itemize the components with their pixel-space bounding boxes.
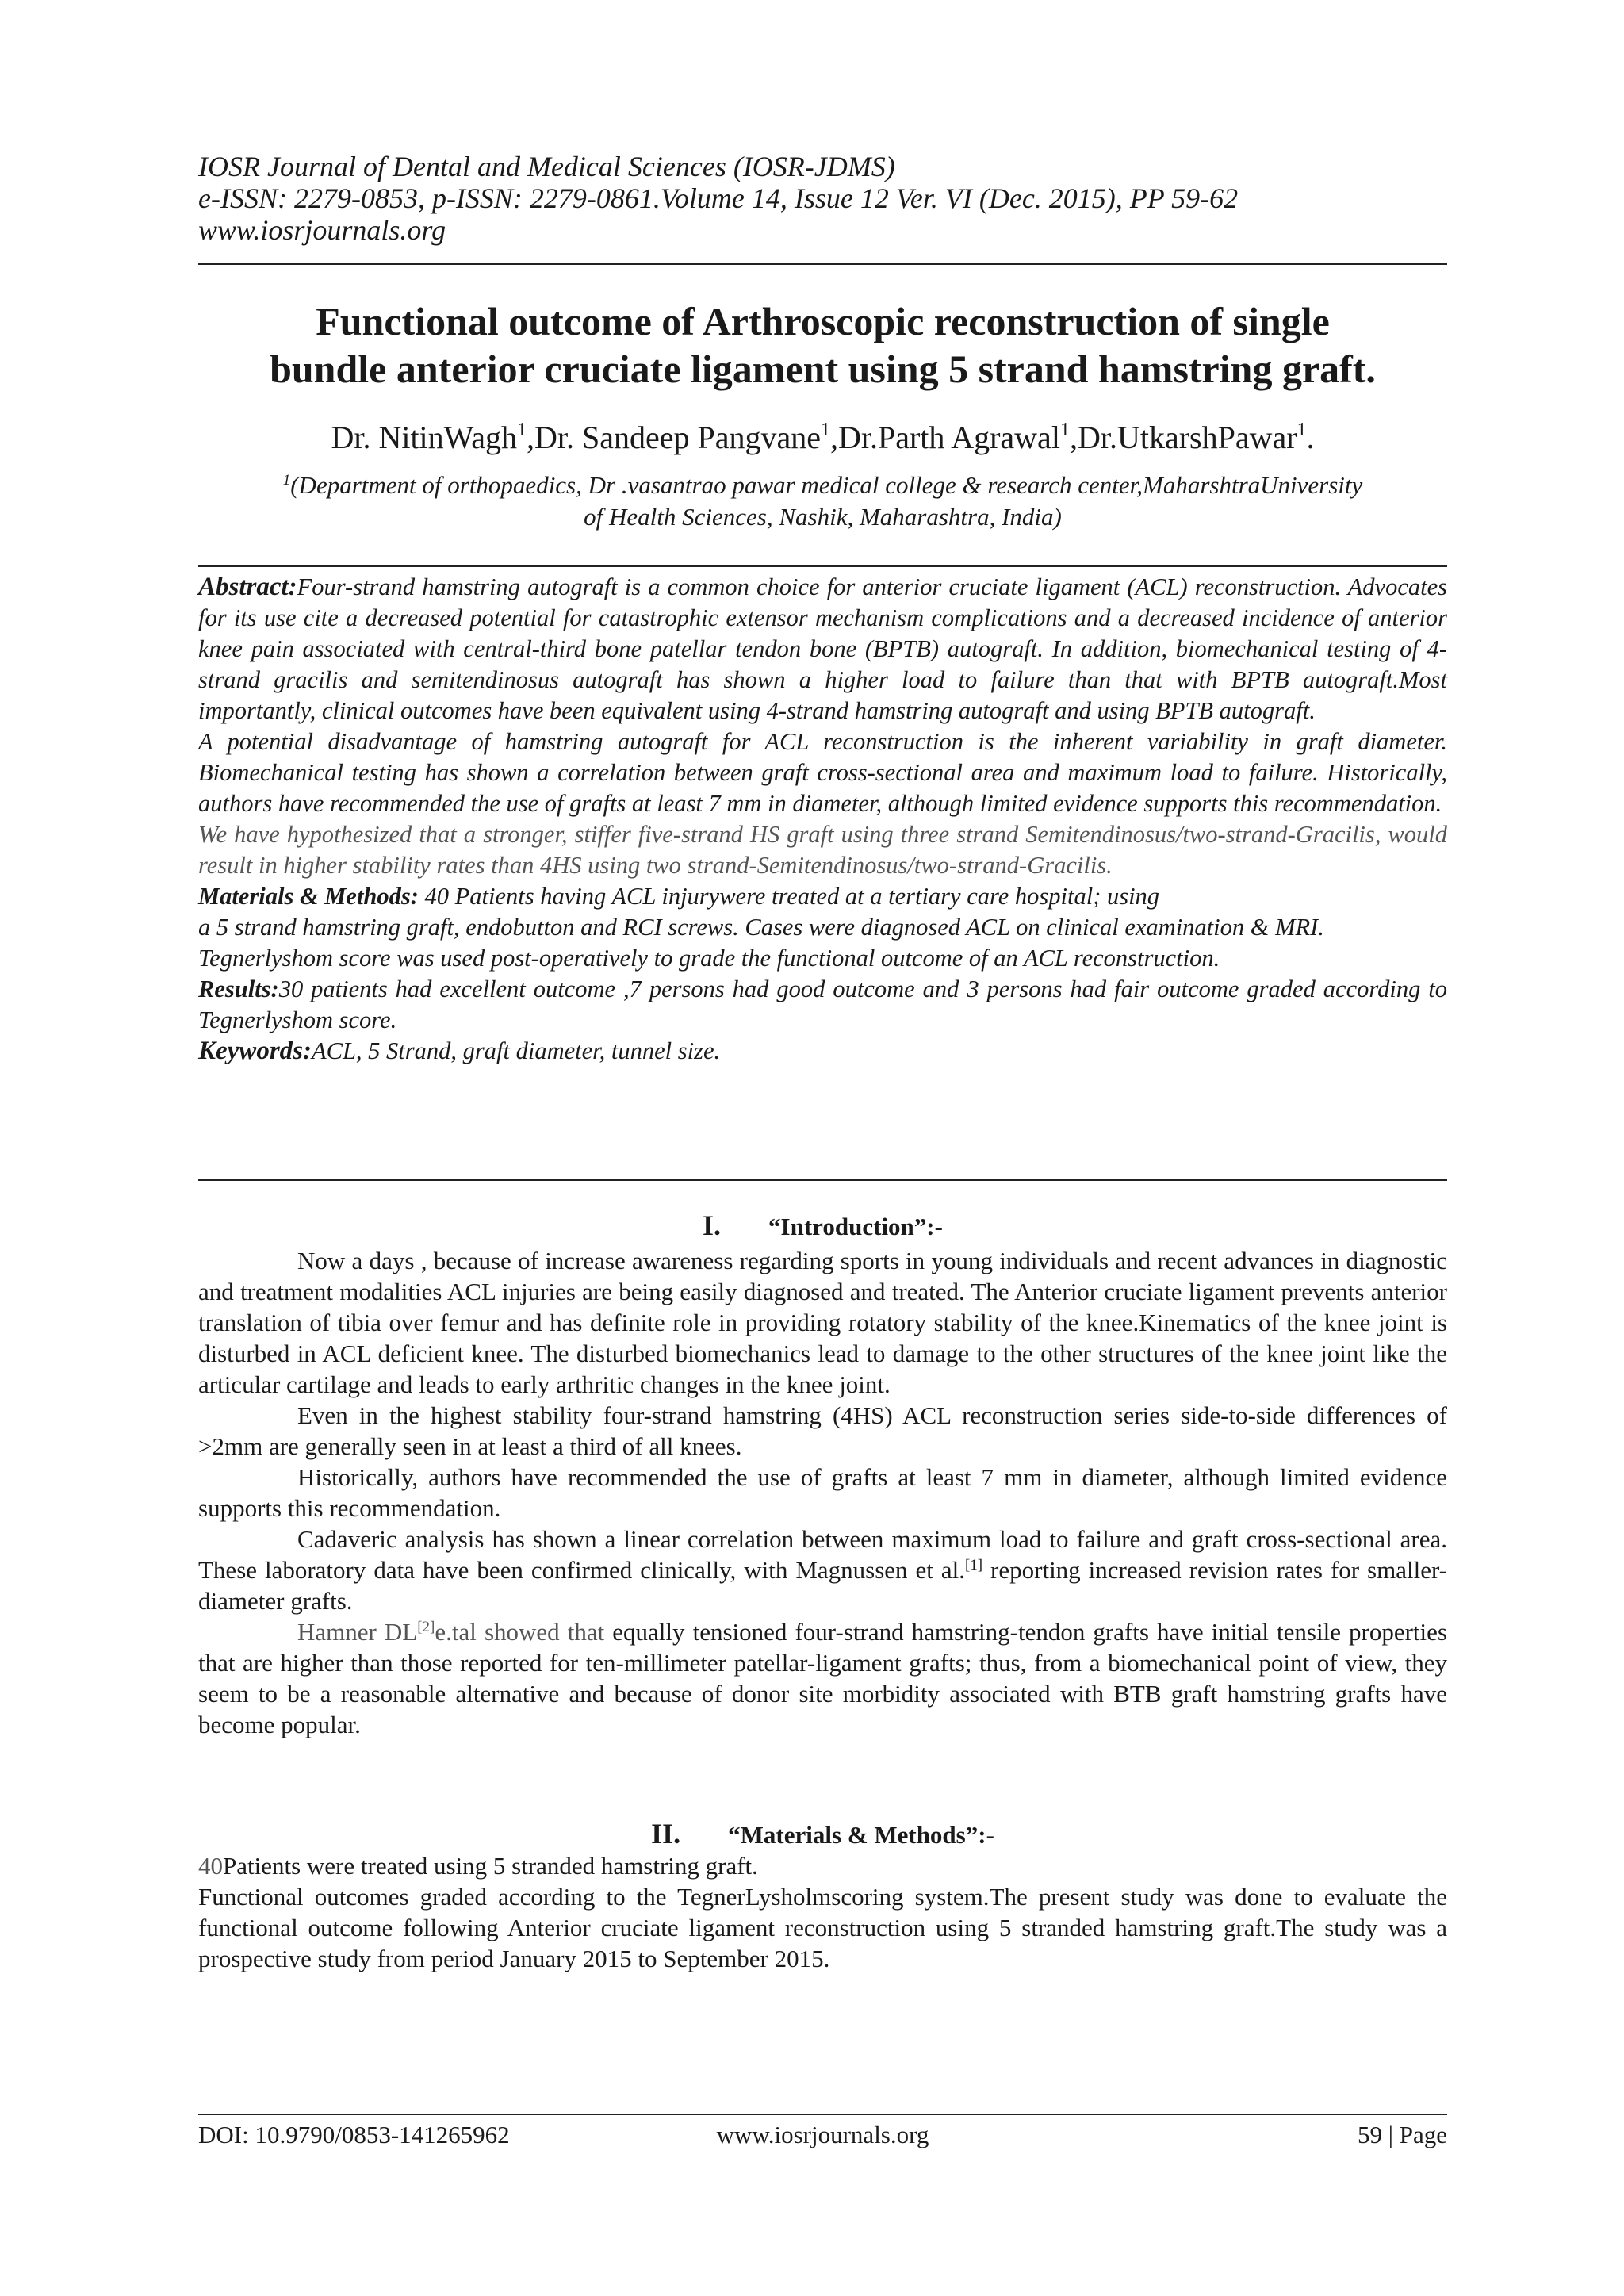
results-label: Results: — [198, 976, 279, 1002]
affiliation-line-2: of Health Sciences, Nashik, Maharashtra, India) — [584, 503, 1062, 531]
author-list-end: . — [1306, 420, 1315, 455]
abstract-methods-cont: a 5 strand hamstring graft, endobutton and RCI screws. Cases were diagnosed ACL on clinical examination & MRI. — [198, 914, 1324, 941]
affiliation-marker: 1 — [282, 472, 291, 489]
abstract-bottom-rule — [198, 1179, 1447, 1181]
abstract-methods-score: Tegnerlyshom score was used post-operatively to grade the functional outcome of an ACL reconstruction. — [198, 945, 1220, 972]
abstract-paragraph: A potential disadvantage of hamstring autograft for ACL reconstruction is the inherent variability in graft diameter. Biomechanical testing has shown a correlation between graft cross-sectional area and maximum load to failure. Historically, authors have recommended the use of grafts at least 7 mm in diameter, although limited evidence supports this recommendation. — [198, 728, 1447, 817]
body-paragraph: Cadaveric analysis has shown a linear correlation between maximum load to failure and graft cross-sectional area. These laboratory data have been confirmed clinically, with Magnussen et al.[1] reporting increased revision rates for smaller-diameter grafts. — [198, 1525, 1447, 1615]
affiliation-line-1: $^1$(Department of orthopaedics, Dr .vasantrao pawar medical college & research center,MaharshtraUniversity — [282, 471, 1363, 499]
abstract-methods: Materials & Methods: 40 Patients having ACL injurywere treated at a tertiary care hospital; using — [198, 883, 1160, 910]
section-title: “Materials & Methods”:- — [728, 1821, 994, 1849]
footer-website: www.iosrjournals.org — [716, 2121, 929, 2148]
abstract-label: Abstract: — [198, 573, 297, 601]
affiliation-marker: 1 — [516, 420, 527, 440]
body-paragraph: Now a days , because of increase awareness regarding sports in young individuals and recent advances in diagnostic and treatment modalities ACL injuries are being easily diagnosed and treated. The Anterior cruciate ligament prevents anterior translation of tibia over femur and has definite role in providing rotatory stability of the knee.Kinematics of the knee joint is disturbed in ACL deficient knee. The disturbed biomechanics lead to damage to the other structures of the knee joint like the articular cartilage and leads to early arthritic changes in the knee joint. — [198, 1247, 1447, 1398]
title-line-2: bundle anterior cruciate ligament using 5 strand hamstring graft. — [270, 347, 1376, 391]
journal-issn: e-ISSN: 2279-0853, p-ISSN: 2279-0861.Volume 14, Issue 12 Ver. VI (Dec. 2015), PP 59-62 — [198, 182, 1239, 214]
affiliation — [198, 470, 1447, 533]
abstract-paragraph: Abstract:Four-strand hamstring autograft is a common choice for anterior cruciate ligament (ACL) reconstruction. Advocates for its use cite a decreased potential for catastrophic extensor mechanism complications and a decreased incidence of anterior knee pain associated with central-third bone patellar tendon bone (BPTB) autograft. In addition, biomechanical testing of 4-strand gracilis and semitendinosus autograft has shown a higher load to failure than that with BPTB autograft.Most importantly, clinical outcomes have been equivalent using 4-strand hamstring autograft and using BPTB autograft. — [198, 573, 1447, 724]
author-name: ,Dr.UtkarshPawar — [1069, 420, 1297, 455]
section-number: I. — [703, 1209, 722, 1241]
title-line-1: Functional outcome of Arthroscopic reconstruction of single — [316, 299, 1330, 343]
section-number: II. — [651, 1818, 681, 1849]
abstract — [198, 572, 1447, 1067]
footer-doi: DOI: 10.9790/0853-141265962 — [198, 2121, 510, 2148]
body-paragraph: Hamner DL[2]e.tal showed that equally tensioned four-strand hamstring-tendon grafts have initial tensile properties that are higher than those reported for ten-millimeter patellar-ligament grafts; thus, from a biomechanical point of view, they seem to be a reasonable alternative and because of donor site morbidity associated with BTB graft hamstring grafts have become popular. — [198, 1618, 1447, 1738]
introduction-body — [198, 1245, 1447, 1740]
keywords-label: Keywords: — [198, 1037, 312, 1065]
author-name: ,Dr. Sandeep Pangvane — [526, 420, 821, 455]
journal-header — [198, 151, 1447, 246]
author-name: ,Dr.Parth Agrawal — [829, 420, 1060, 455]
methods-body — [198, 1850, 1447, 1974]
section-heading-methods — [198, 1818, 1447, 1851]
affiliation-marker: 1 — [820, 420, 830, 440]
abstract-keywords: Keywords:ACL, 5 Strand, graft diameter, tunnel size. — [198, 1037, 721, 1065]
journal-name: IOSR Journal of Dental and Medical Sciences (IOSR-JDMS) — [198, 151, 895, 182]
footer-page-number: 59 | Page — [1358, 2121, 1447, 2148]
journal-website: www.iosrjournals.org — [198, 214, 446, 246]
footer-rule — [198, 2114, 1447, 2115]
header-rule — [198, 263, 1447, 265]
abstract-top-rule — [198, 565, 1447, 567]
body-paragraph: Functional outcomes graded according to the TegnerLysholmscoring system.The present study was done to evaluate the functional outcome following Anterior cruciate ligament reconstruction using 5 stranded hamstring graft.The study was a prospective study from period January 2015 to September 2015. — [198, 1883, 1447, 1972]
section-title: “Introduction”:- — [768, 1213, 943, 1240]
affiliation-marker: 1 — [1059, 420, 1070, 440]
abstract-hypothesis: We have hypothesized that a stronger, stiffer five-strand HS graft using three strand Semitendinosus/two-strand-Gracilis, would result in higher stability rates than 4HS using two strand-Semitendinosus/two-strand-Gracilis. — [198, 821, 1447, 879]
affiliation-marker: 1 — [1297, 420, 1307, 440]
paper-title — [198, 297, 1447, 393]
section-heading-introduction — [198, 1209, 1447, 1243]
citation-ref: [2] — [417, 1619, 435, 1635]
body-paragraph: Historically, authors have recommended the use of grafts at least 7 mm in diameter, although limited evidence supports this recommendation. — [198, 1463, 1447, 1522]
methods-label: Materials & Methods: — [198, 883, 419, 910]
citation-ref: [1] — [964, 1557, 983, 1573]
body-paragraph: 40Patients were treated using 5 stranded hamstring graft. — [198, 1852, 758, 1880]
abstract-results: Results:30 patients had excellent outcome ,7 persons had good outcome and 3 persons had fair outcome graded according to Tegnerlyshom score. — [198, 976, 1447, 1033]
body-paragraph: Even in the highest stability four-strand hamstring (4HS) ACL reconstruction series side-to-side differences of >2mm are generally seen in at least a third of all knees. — [198, 1401, 1447, 1460]
author-name: Dr. NitinWagh — [331, 420, 517, 455]
author-list — [198, 419, 1447, 457]
